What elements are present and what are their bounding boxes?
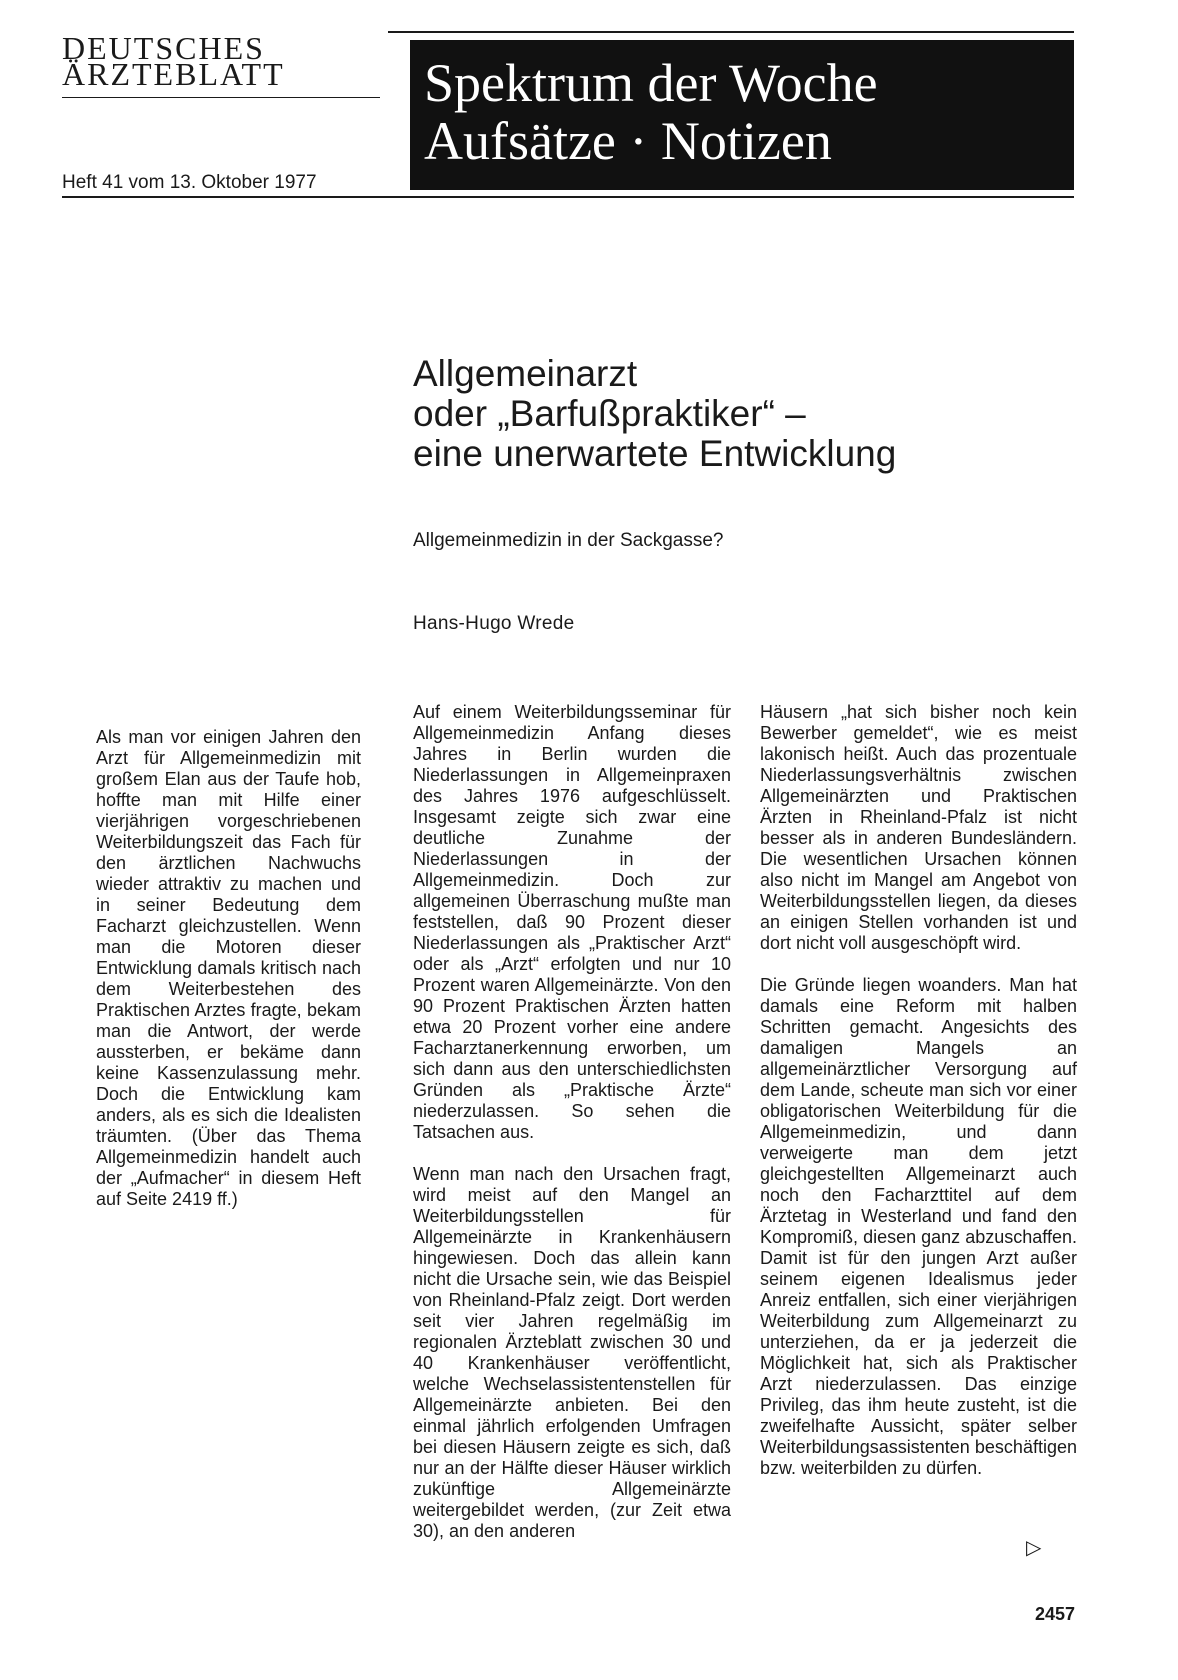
title-line: oder „Barfußpraktiker“ –	[413, 393, 806, 434]
text-column-2	[413, 702, 731, 1563]
continue-arrow-icon: ▷	[1026, 1537, 1042, 1559]
article-subtitle: Allgemeinmedizin in der Sackgasse?	[413, 530, 724, 551]
paragraph: Die Gründe liegen woanders. Man hat damals eine Reform mit halben Schritten gemacht. Angesichts des damaligen Mangels an allgemeinärztlicher Versorgung auf dem Lande, scheute man sich vor einer obligatorischen Weiterbildung für die Allgemeinmedizin, und dann verweigerte man dem jetzt gleichgestellten Allgemeinarzt auch noch den Facharzttitel auf dem Ärztetag in Westerland und fand den Kompromiß, diesen ganz abzuschaffen. Damit ist für den jungen Arzt außer seinem eigenen Idealismus jeder Anreiz entfallen, sich einer vierjährigen Weiterbildung zum Allgemeinarzt zu unterziehen, da er ja jederzeit die Möglichkeit hat, sich als Praktischer Arzt niederzulassen. Das einzige Privileg, das ihm heute zusteht, ist die zweifelhafte Aussicht, später selber Weiterbildungsassistenten beschäftigen bzw. weiterbilden zu dürfen.	[760, 975, 1077, 1478]
issue-info: Heft 41 vom 13. Oktober 1977	[62, 172, 317, 193]
article-title	[413, 354, 1053, 474]
section-banner	[410, 40, 1074, 190]
header-top-rule	[388, 31, 1074, 33]
title-line: eine unerwartete Entwicklung	[413, 433, 897, 474]
page-number: 2457	[1035, 1604, 1076, 1624]
title-line: Allgemeinarzt	[413, 353, 638, 394]
journal-masthead	[62, 30, 285, 92]
banner-line-2: Aufsätze · Notizen	[424, 111, 832, 171]
text-column-3	[760, 702, 1077, 1500]
banner-line-1: Spektrum der Woche	[424, 53, 878, 113]
article-author: Hans-Hugo Wrede	[413, 613, 575, 634]
masthead-line-1: DEUTSCHES	[62, 30, 265, 66]
paragraph: Auf einem Weiterbildungsseminar für Allgemeinmedizin Anfang dieses Jahres in Berlin wurden die Niederlassungen in Allgemeinpraxen des Jahres 1976 aufgeschlüsselt. Insgesamt zeigte sich zwar eine deutliche Zunahme der Niederlassungen in der Allgemeinmedizin. Doch zur allgemeinen Überraschung mußte man feststellen, daß 90 Prozent dieser Niederlassungen als „Praktischer Arzt“ oder als „Arzt“ erfolgten und nur 10 Prozent waren Allgemeinärzte. Von den 90 Prozent Praktischen Ärzten hatten etwa 20 Prozent vorher eine andere Facharztanerkennung erworben, um sich dann aus den unterschiedlichsten Gründen als „Praktische Ärzte“ niederzulassen. So sehen die Tatsachen aus.	[413, 702, 731, 1142]
masthead-line-2: ÄRZTEBLATT	[62, 56, 285, 92]
text-column-1	[96, 727, 361, 1231]
header-bottom-rule	[62, 196, 1074, 198]
paragraph: Häusern „hat sich bisher noch kein Bewerber gemeldet“, wie es meist lakonisch heißt. Auch das prozentuale Niederlassungsverhältnis zwischen Allgemeinärzten und Praktischen Ärzten in Rheinland-Pfalz ist nicht besser als in anderen Bundesländern. Die wesentlichen Ursachen können also nicht im Mangel am Angebot von Weiterbildungsstellen liegen, da dieses an einigen Stellen vorhanden ist und dort nicht voll ausgeschöpft wird.	[760, 702, 1077, 953]
paragraph: Wenn man nach den Ursachen fragt, wird meist auf den Mangel an Weiterbildungsstellen für Allgemeinärzte in Krankenhäusern hingewiesen. Doch das allein kann nicht die Ursache sein, wie das Beispiel von Rheinland-Pfalz zeigt. Dort werden seit vier Jahren regelmäßig im regionalen Ärzteblatt zwischen 30 und 40 Krankenhäuser veröffentlicht, welche Wechselassistentenstellen für Allgemeinärzte anbieten. Bei den einmal jährlich erfolgenden Umfragen bei diesen Häusern zeigte es sich, daß nur an der Hälfte dieser Häuser wirklich zukünftige Allgemeinärzte weitergebildet werden, (zur Zeit etwa 30), an den anderen	[413, 1164, 731, 1541]
paragraph: Als man vor einigen Jahren den Arzt für Allgemeinmedizin mit großem Elan aus der Taufe hob, hoffte man mit Hilfe einer vierjährigen vorgeschriebenen Weiterbildungszeit das Fach für den ärztlichen Nachwuchs wieder attraktiv zu machen und in seiner Bedeutung dem Facharzt gleichzustellen. Wenn man die Motoren dieser Entwicklung damals kritisch nach dem Weiterbestehen des Praktischen Arztes fragte, bekam man die Antwort, der werde aussterben, er bekäme dann keine Kassenzulassung mehr. Doch die Entwicklung kam anders, als es sich die Idealisten träumten. (Über das Thema Allgemeinmedizin handelt auch der „Aufmacher“ in diesem Heft auf Seite 2419 ff.)	[96, 727, 361, 1209]
masthead-divider	[62, 97, 380, 98]
